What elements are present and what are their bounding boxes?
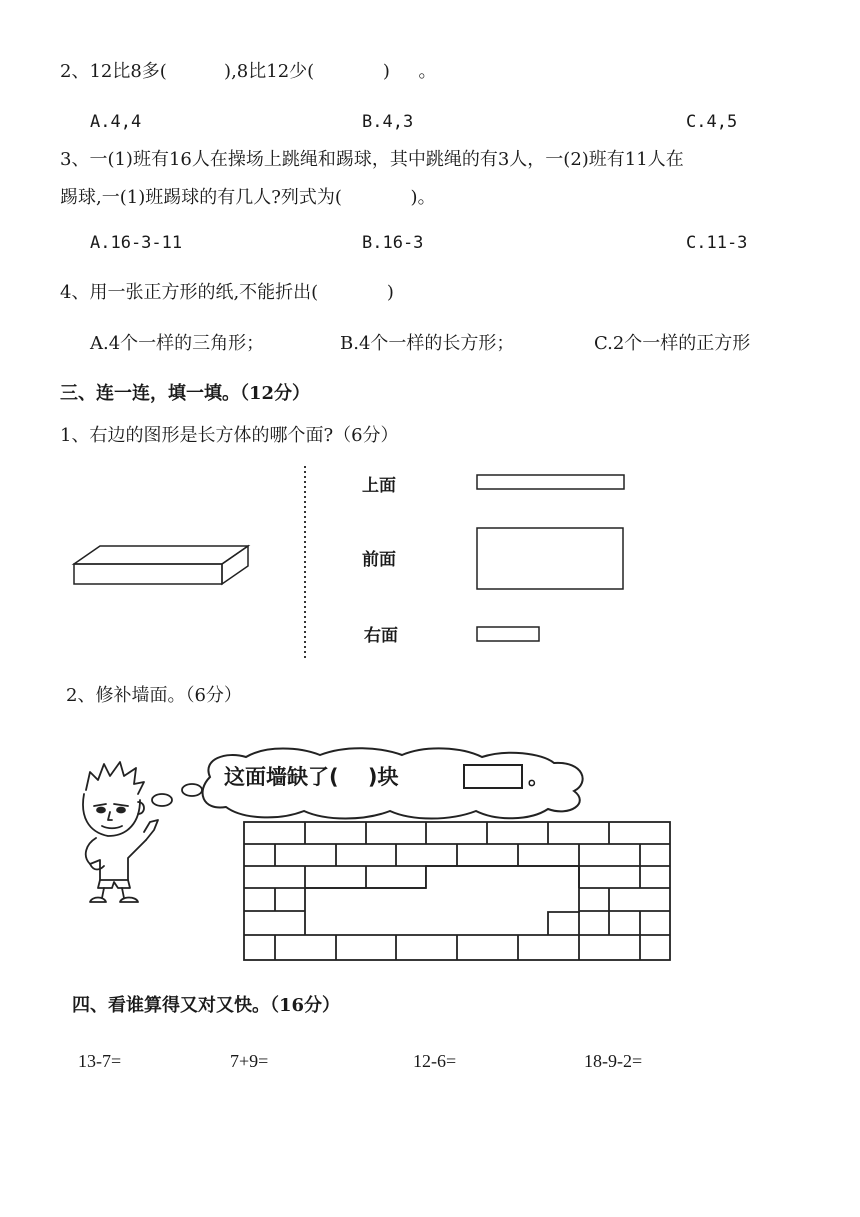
- face-rect-top: [477, 475, 624, 489]
- q2-option-c: C.4,5: [686, 112, 738, 132]
- q2-stem: 2、12比8多( ),8比12少( ) 。: [60, 61, 437, 82]
- q2-option-a: A.4,4: [90, 112, 142, 132]
- q2-option-b: B.4,3: [362, 112, 414, 132]
- dotted-divider: [300, 466, 310, 658]
- face-shapes: [470, 470, 630, 650]
- q3-option-a: A.16-3-11: [90, 233, 183, 253]
- section3-heading: 三、连一连，填一填。（12分）: [60, 383, 311, 404]
- speech-end: 。: [528, 765, 549, 789]
- face-rect-front: [477, 528, 623, 589]
- q3-stem-line2: 踢球,一(1)班踢球的有几人?列式为( )。: [60, 187, 436, 208]
- q3-stem-line1: 3、一(1)班有16人在操场上跳绳和踢球，其中跳绳的有3人，一(2)班有11人在: [60, 149, 684, 170]
- problem-3: 12-6=: [413, 1051, 457, 1071]
- face-label-front: 前面: [362, 550, 396, 570]
- cuboid-figure: [70, 540, 255, 590]
- q4-option-c: C.2个一样的正方形: [594, 333, 751, 354]
- q4-stem: 4、用一张正方形的纸,不能折出( ): [60, 282, 394, 303]
- face-label-right: 右面: [364, 626, 398, 646]
- q4-option-a: A.4个一样的三角形；: [90, 333, 265, 354]
- problem-4: 18-9-2=: [584, 1051, 643, 1071]
- section4-heading: 四、看谁算得又对又快。（16分）: [72, 995, 341, 1016]
- section3-item2: 2、修补墙面。（6分）: [66, 685, 242, 706]
- problem-2: 7+9=: [230, 1051, 269, 1071]
- face-rect-right: [477, 627, 539, 641]
- speech-brick-box: [462, 763, 526, 791]
- face-label-top: 上面: [362, 476, 396, 496]
- brick-wall: [238, 815, 676, 963]
- q3-option-c: C.11-3: [686, 233, 748, 253]
- section3-item1: 1、右边的图形是长方体的哪个面?（6分）: [60, 425, 399, 446]
- speech-text: 这面墙缺了( )块: [224, 765, 399, 789]
- q3-option-b: B.16-3: [362, 233, 424, 253]
- q4-option-b: B.4个一样的长方形；: [340, 333, 515, 354]
- problem-1: 13-7=: [78, 1051, 122, 1071]
